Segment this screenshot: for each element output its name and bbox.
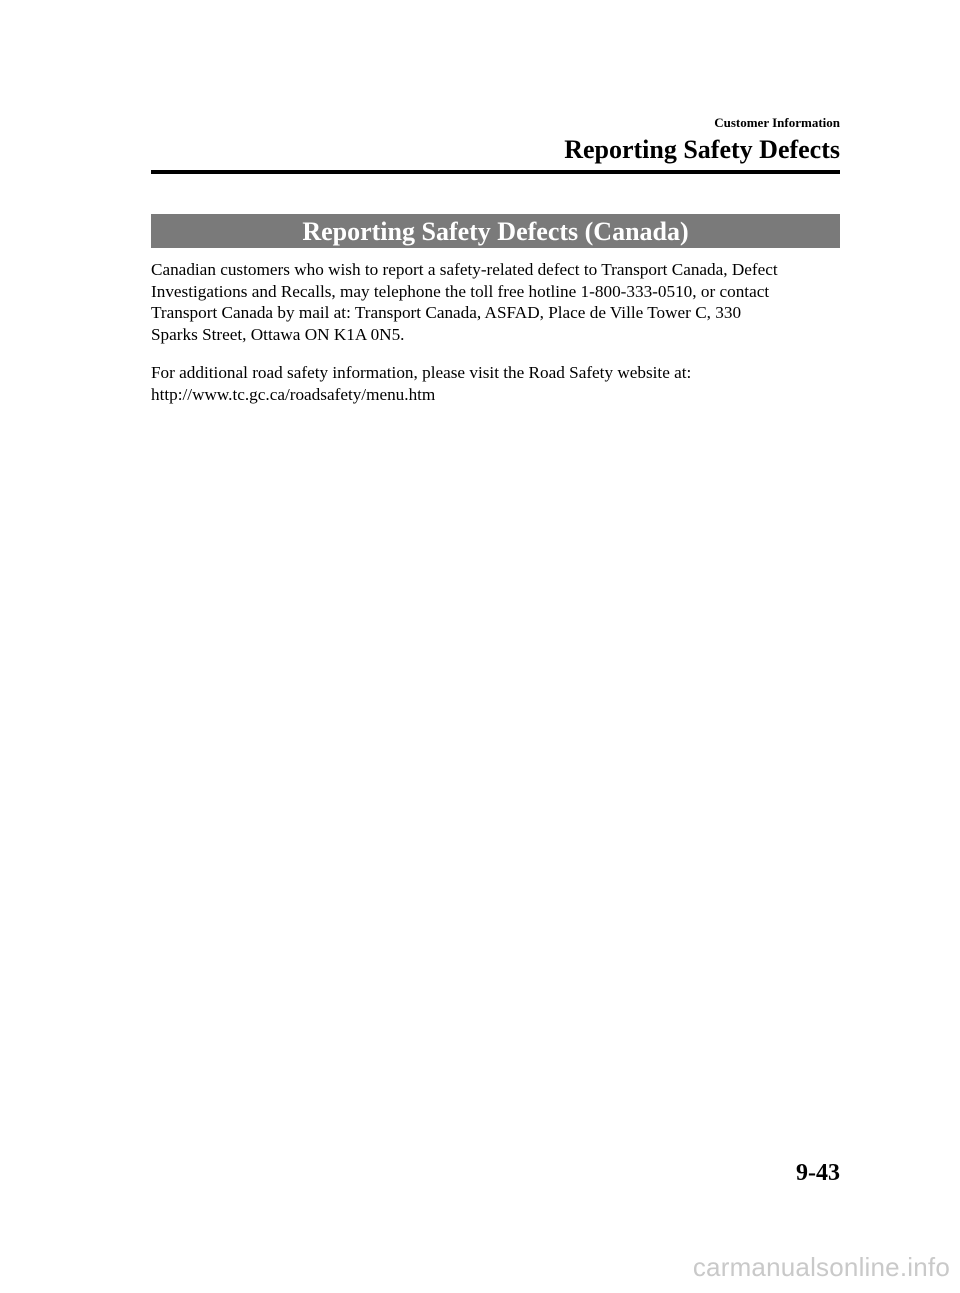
road-safety-url: http://www.tc.gc.ca/roadsafety/menu.htm (151, 384, 436, 404)
header-divider (151, 170, 840, 174)
text-line: Canadian customers who wish to report a safety-related defect to Transport Canada, Defect (151, 260, 778, 279)
body-text (151, 259, 840, 422)
paragraph-road-safety (151, 362, 840, 405)
text-line: Investigations and Recalls, may telephone the toll free hotline 1-800-333-0510, or contact (151, 281, 770, 301)
header-section-title: Reporting Safety Defects (564, 135, 840, 164)
text-line: Sparks Street, Ottawa ON K1A 0N5. (151, 324, 405, 344)
page-number: 9-43 (796, 1160, 840, 1186)
text-line: Transport Canada by mail at: Transport Canada, ASFAD, Place de Ville Tower C, 330 (151, 303, 742, 322)
text-line: For additional road safety information, please visit the Road Safety website at: (151, 363, 692, 382)
paragraph-report-defect (151, 259, 840, 345)
watermark-text: carmanualsonline.info (692, 1252, 950, 1282)
running-header (564, 114, 840, 166)
section-heading: Reporting Safety Defects (Canada) (151, 214, 840, 248)
header-chapter-title: Customer Information (714, 115, 840, 130)
